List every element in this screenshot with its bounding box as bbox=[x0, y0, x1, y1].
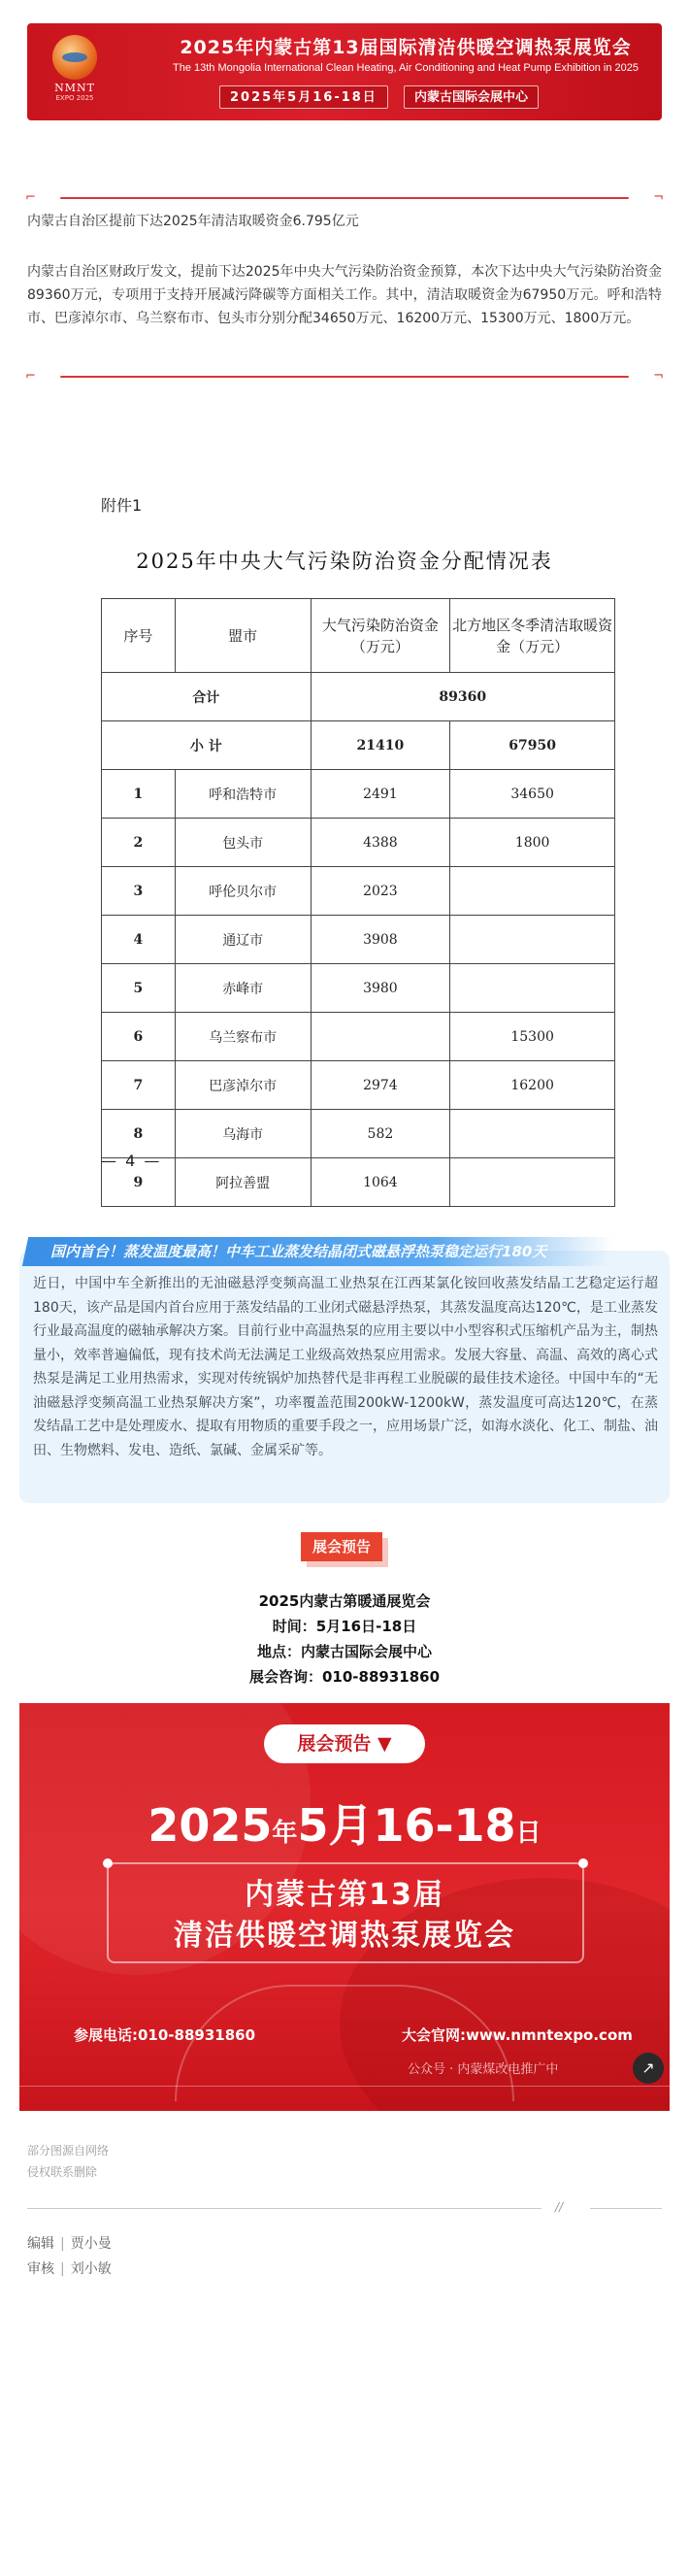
table-row bbox=[102, 1061, 615, 1110]
expo-banner bbox=[27, 23, 662, 120]
table-cell: 1800 bbox=[450, 819, 615, 867]
table-cell bbox=[450, 916, 615, 964]
table-row bbox=[102, 1013, 615, 1061]
expo-name: 2025内蒙古第暖通展览会 bbox=[258, 1592, 431, 1610]
table-row bbox=[102, 867, 615, 916]
editor-line: 编辑 | 贾小曼 bbox=[27, 2236, 112, 2252]
table-cell: 呼伦贝尔市 bbox=[175, 867, 311, 916]
table-cell: 乌兰察布市 bbox=[175, 1013, 311, 1061]
ground-line bbox=[19, 2086, 670, 2087]
table-cell: 3 bbox=[102, 867, 176, 916]
table-row bbox=[102, 916, 615, 964]
table-row bbox=[102, 1158, 615, 1207]
reviewer-name: 刘小敏 bbox=[70, 2261, 112, 2277]
expo-place: 地点：内蒙古国际会展中心 bbox=[256, 1643, 432, 1660]
table-cell: 8 bbox=[102, 1110, 176, 1158]
table-cell: 3908 bbox=[311, 916, 450, 964]
table-cell: 2974 bbox=[311, 1061, 450, 1110]
table-cell: 通辽市 bbox=[175, 916, 311, 964]
body-text: 内蒙古自治区财政厅发文，提前下达2025年中央大气污染防治资金预算，本次下达中央大气污染防治资金89360万元，专项用于支持开展减污降碳等方面相关工作。其中，清洁取暖资金为67950万元。呼和浩特市、巴彦淖尔市、乌兰察布市、包头市分别分配34650万元、16200万元、15300万元、1800万元。 bbox=[27, 264, 662, 326]
annex-label: 附件1 bbox=[101, 496, 143, 515]
news-text: 近日，中国中车全新推出的无油磁悬浮变频高温工业热泵在江西某氯化铵回收蒸发结晶工艺稳定运行超180天，该产品是国内首台应用于蒸发结晶的工业闭式磁悬浮热泵，其蒸发温度高达120℃，是工业蒸发行业最高温度的磁轴承解决方案。目前行业中高温热泵的应用主要以中小型容积式压缩机产品为主，制热量小，效率普遍偏低，现有技术尚无法满足工业级高效热泵应用需求。发展大容量、高温、高效的离心式热泵是满足工业用热需求，实现对传统锅炉加热替代是非再程工业脱碳的最佳技术途径。中国中车的“无油磁悬浮变频高温工业热泵解决方案”，功率覆盖范围200kW-1200kW，蒸发温度可高达120℃，在蒸发结晶工艺中是处理废水、提取有用物质的重要手段之一，应用场景广泛，如海水淡化、化工、制盐、油田、生物燃料、发电、造纸、氯碱、金属采矿等。 bbox=[33, 1276, 658, 1458]
subtotal-a: 21410 bbox=[311, 721, 450, 770]
expo-preview-label bbox=[301, 1532, 388, 1567]
logo-subtext: EXPO 2025 bbox=[55, 94, 94, 102]
table-row bbox=[102, 1110, 615, 1158]
banner-subtitle: The 13th Mongolia International Clean Heating, Air Conditioning and Heat Pump Exhibition in 2025 bbox=[172, 62, 640, 74]
expo-logo bbox=[41, 35, 109, 109]
table-cell: 34650 bbox=[450, 770, 615, 819]
poster-date: 2025年5月16-18日 bbox=[148, 1799, 541, 1852]
table-cell: 5 bbox=[102, 964, 176, 1013]
table-row bbox=[102, 819, 615, 867]
allocation-table bbox=[101, 598, 615, 1207]
total-label: 合计 bbox=[102, 673, 312, 721]
news-tag-text: 国内首台！蒸发温度最高！中车工业蒸发结晶闭式磁悬浮热泵稳定运行180天 bbox=[50, 1243, 547, 1260]
news-tag bbox=[22, 1237, 614, 1266]
editor-name: 贾小曼 bbox=[70, 2236, 112, 2252]
corner-ornament-icon: ¬ bbox=[653, 190, 664, 205]
credits bbox=[27, 2231, 662, 2282]
decorative-divider bbox=[25, 367, 664, 386]
table-cell: 4 bbox=[102, 916, 176, 964]
header-cell: 序号 bbox=[102, 599, 176, 673]
banner-date: 2025年5月16-18日 bbox=[219, 85, 388, 109]
separator-mark: // bbox=[555, 2200, 564, 2214]
news-box bbox=[19, 1237, 670, 1503]
source-note bbox=[27, 2140, 662, 2183]
table-cell: 3980 bbox=[311, 964, 450, 1013]
document-title: 2025年中央大气污染防治资金分配情况表 bbox=[136, 550, 553, 573]
banner-venue: 内蒙古国际会展中心 bbox=[404, 85, 539, 109]
table-cell bbox=[450, 1158, 615, 1207]
reviewer-line: 审核 | 刘小敏 bbox=[27, 2261, 112, 2277]
header-cell: 北方地区冬季清洁取暖资金（万元） bbox=[450, 599, 615, 673]
divider-line bbox=[60, 376, 629, 378]
share-icon[interactable]: ↗ bbox=[633, 2053, 664, 2084]
total-row bbox=[102, 673, 615, 721]
table-cell bbox=[450, 1110, 615, 1158]
divider-line bbox=[60, 197, 629, 199]
headline-text: 内蒙古自治区提前下达2025年清洁取暖资金6.795亿元 bbox=[27, 214, 359, 229]
table-cell: 赤峰市 bbox=[175, 964, 311, 1013]
table-header-row bbox=[102, 599, 615, 673]
subtotal-label: 小 计 bbox=[102, 721, 312, 770]
poster-line2: 清洁供暖空调热泵展览会 bbox=[174, 1919, 515, 1953]
table-body bbox=[102, 770, 615, 1207]
poster-phone: 参展电话:010-88931860 bbox=[74, 2026, 256, 2044]
expo-time: 时间：5月16日-18日 bbox=[272, 1618, 417, 1635]
article-body bbox=[27, 260, 662, 330]
page-number: — 4 — bbox=[101, 1152, 162, 1170]
table-cell: 1 bbox=[102, 770, 176, 819]
table-cell: 16200 bbox=[450, 1061, 615, 1110]
table-cell bbox=[450, 867, 615, 916]
poster-website: 大会官网:www.nmntexpo.com bbox=[402, 2026, 633, 2044]
table-row bbox=[102, 770, 615, 819]
table-cell: 2491 bbox=[311, 770, 450, 819]
expo-poster[interactable] bbox=[19, 1703, 670, 2111]
header-cell: 大气污染防治资金（万元） bbox=[311, 599, 450, 673]
banner-title: 2025年内蒙古第13届国际清洁供暖空调热泵展览会 bbox=[180, 37, 632, 58]
poster-badge: 展会预告 ▼ bbox=[264, 1724, 425, 1763]
editor-label: 编辑 bbox=[27, 2236, 54, 2252]
reviewer-label: 审核 bbox=[27, 2261, 54, 2277]
table-cell: 乌海市 bbox=[175, 1110, 311, 1158]
corner-ornament-icon: ¬ bbox=[653, 369, 664, 384]
table-cell: 9 bbox=[102, 1158, 176, 1207]
decorative-divider bbox=[25, 188, 664, 208]
header-cell: 盟市 bbox=[175, 599, 311, 673]
news-body bbox=[19, 1251, 670, 1503]
expo-info bbox=[0, 1589, 689, 1689]
footer-separator bbox=[27, 2200, 662, 2216]
label-face: 展会预告 bbox=[301, 1532, 382, 1561]
table-cell: 巴彦淖尔市 bbox=[175, 1061, 311, 1110]
table-row bbox=[102, 964, 615, 1013]
table-cell bbox=[450, 964, 615, 1013]
table-cell bbox=[311, 1013, 450, 1061]
logo-text: NMNT bbox=[54, 82, 95, 94]
total-value: 89360 bbox=[311, 673, 614, 721]
subtotal-b: 67950 bbox=[450, 721, 615, 770]
table-cell: 4388 bbox=[311, 819, 450, 867]
table-cell: 15300 bbox=[450, 1013, 615, 1061]
corner-ornament-icon: ⌐ bbox=[25, 369, 36, 384]
table-cell: 包头市 bbox=[175, 819, 311, 867]
table-cell: 呼和浩特市 bbox=[175, 770, 311, 819]
table-cell: 2 bbox=[102, 819, 176, 867]
table-cell: 7 bbox=[102, 1061, 176, 1110]
article-page bbox=[0, 23, 689, 2282]
subtotal-row bbox=[102, 721, 615, 770]
poster-watermark: 公众号 · 内蒙煤改电推广中 bbox=[408, 2062, 559, 2077]
scanned-document bbox=[27, 437, 662, 1204]
table-cell: 阿拉善盟 bbox=[175, 1158, 311, 1207]
table-cell: 2023 bbox=[311, 867, 450, 916]
logo-globe-icon bbox=[52, 35, 97, 80]
source-line-2: 侵权联系删除 bbox=[27, 2165, 98, 2179]
source-line-1: 部分图源自网络 bbox=[27, 2144, 110, 2158]
table-cell: 6 bbox=[102, 1013, 176, 1061]
article-headline bbox=[27, 210, 662, 233]
table-cell: 1064 bbox=[311, 1158, 450, 1207]
table-cell: 582 bbox=[311, 1110, 450, 1158]
corner-ornament-icon: ⌐ bbox=[25, 190, 36, 205]
expo-contact: 展会咨询：010-88931860 bbox=[248, 1668, 441, 1686]
poster-line1: 内蒙古第13届 bbox=[245, 1878, 444, 1912]
